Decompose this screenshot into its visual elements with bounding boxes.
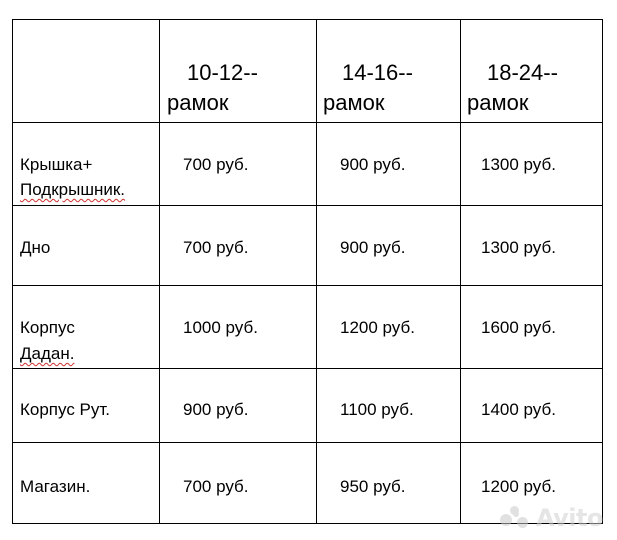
row-label: Корпус Рут. [20,400,111,419]
header-col1-line1: 10-12-- [187,60,258,85]
table-row-divider [12,368,603,369]
price-cell: 900 руб. [340,238,406,257]
price-cell: 1400 руб. [481,400,556,419]
table-border-left [12,19,13,524]
table-row-divider [12,122,603,123]
header-col1-line2: рамок [167,90,229,115]
row-label: Магазин. [20,477,91,496]
price-cell: 1200 руб. [481,477,556,496]
header-col3-line1: 18-24-- [487,60,558,85]
price-cell: 900 руб. [183,400,249,419]
price-cell: 1600 руб. [481,318,556,337]
price-cell: 700 руб. [183,477,249,496]
table-row-divider [12,442,603,443]
watermark-text: Avito [535,504,603,532]
price-cell: 1300 руб. [481,155,556,174]
price-cell: 1100 руб. [340,400,414,419]
table-col-divider [316,19,317,524]
row-label: Крышка+ [20,155,93,174]
price-cell: 1200 руб. [340,318,415,337]
row-label: Дадан. [20,344,75,363]
header-col2-line1: 14-16-- [342,60,413,85]
table-row-divider [12,205,603,206]
table-border-right [602,19,603,524]
row-label: Подкрышник. [20,180,126,199]
price-cell: 900 руб. [340,155,406,174]
price-cell: 1000 руб. [183,318,258,337]
table-col-divider [159,19,160,524]
header-col3-line2: рамок [467,90,529,115]
price-cell: 700 руб. [183,238,249,257]
table-row-divider [12,285,603,286]
row-label: Корпус [20,318,75,337]
avito-watermark [500,504,603,532]
header-col2-line2: рамок [323,90,385,115]
price-cell: 700 руб. [183,155,249,174]
table-border-top [12,19,603,20]
avito-logo-icon [500,506,530,530]
price-cell: 1300 руб. [481,238,556,257]
price-cell: 950 руб. [340,477,406,496]
table-col-divider [460,19,461,524]
row-label: Дно [20,238,51,257]
